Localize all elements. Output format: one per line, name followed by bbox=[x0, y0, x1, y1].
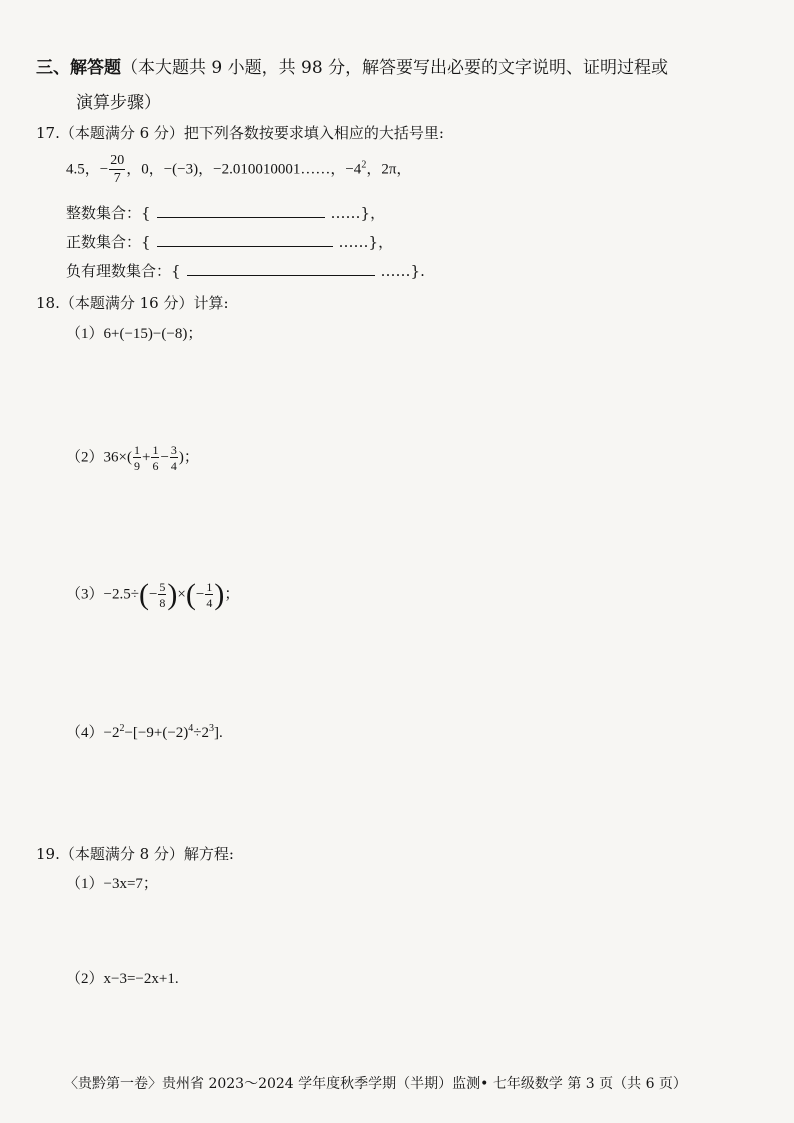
fraction-denominator: 4 bbox=[170, 459, 177, 473]
section-note: （本大题共 9 小题，共 98 分，解答要写出必要的文字说明、证明过程或 bbox=[121, 58, 669, 78]
expr-b: −[−9+(−2) bbox=[124, 725, 189, 741]
left-paren: ( bbox=[185, 578, 196, 611]
q19-part2: （2）x−3=−2x+1. bbox=[66, 971, 179, 987]
set-label: 负有理数集合：{ bbox=[66, 262, 181, 280]
q19-part1: （1）−3x=7； bbox=[66, 876, 158, 892]
fraction bbox=[205, 581, 213, 609]
expr-prefix: （3）−2.5÷ bbox=[66, 586, 139, 603]
set-label: 正数集合：{ bbox=[66, 233, 151, 251]
fraction-denominator: 9 bbox=[133, 459, 140, 473]
answer-blank[interactable] bbox=[157, 205, 325, 218]
exponent: 2 bbox=[119, 723, 125, 734]
fraction-numerator: 3 bbox=[170, 443, 177, 457]
q19-header: 19.（本题满分 8 分）解方程: bbox=[36, 845, 234, 863]
answer-blank[interactable] bbox=[157, 234, 333, 247]
left-paren: ( bbox=[138, 578, 149, 611]
q17-numbers-c: ，2π， bbox=[366, 161, 412, 178]
q17-set-negative-rationals bbox=[66, 260, 425, 281]
q18-part4 bbox=[66, 721, 223, 742]
fraction-numerator: 1 bbox=[152, 443, 159, 457]
q17-set-positives bbox=[66, 231, 393, 252]
q17-header: 17.（本题满分 6 分）把下列各数按要求填入相应的大括号里: bbox=[36, 124, 444, 142]
set-end: ……}. bbox=[380, 262, 425, 280]
q17-fraction bbox=[109, 154, 125, 186]
right-paren: ) bbox=[167, 578, 178, 611]
fraction-numerator: 5 bbox=[159, 580, 166, 594]
fraction-denominator: 7 bbox=[113, 171, 121, 186]
fraction-denominator: 8 bbox=[159, 596, 166, 610]
operator: × bbox=[177, 586, 186, 603]
q17-numbers-b: ，0，−(−3)，−2.010010001……，−4 bbox=[126, 161, 362, 178]
q17-exponent: 2 bbox=[361, 159, 367, 171]
set-label: 整数集合：{ bbox=[66, 204, 151, 222]
fraction-numerator: 1 bbox=[206, 580, 213, 594]
q18-part1: （1）6+(−15)−(−8)； bbox=[66, 326, 203, 342]
fraction-denominator: 6 bbox=[152, 459, 159, 473]
expr-c: ÷2 bbox=[193, 725, 210, 741]
right-paren: ) bbox=[214, 578, 225, 611]
section-heading bbox=[36, 53, 668, 78]
q17-set-integers bbox=[66, 202, 385, 223]
expr-suffix: ； bbox=[224, 586, 240, 603]
exponent: 3 bbox=[209, 723, 215, 734]
set-end: ……}， bbox=[330, 204, 386, 222]
expr-d: ]. bbox=[214, 725, 223, 741]
exponent: 4 bbox=[188, 723, 194, 734]
expr-suffix: )； bbox=[178, 449, 199, 466]
fraction-denominator: 4 bbox=[206, 596, 213, 610]
fraction-numerator: 20 bbox=[110, 153, 125, 168]
fraction bbox=[133, 444, 141, 472]
expr-a: （4）−2 bbox=[66, 725, 120, 741]
fraction bbox=[158, 581, 166, 609]
section-title: 三、解答题 bbox=[36, 58, 121, 78]
q17-numbers-a: 4.5，− bbox=[66, 161, 109, 178]
page-footer: 〈贵黔第一卷〉贵州省 2023～2024 学年度秋季学期（半期）监测• 七年级数学 第 3 页（共 6 页） bbox=[64, 1076, 687, 1092]
fraction bbox=[151, 444, 159, 472]
set-end: ……}， bbox=[338, 233, 394, 251]
operator: + bbox=[141, 449, 151, 466]
q18-part2 bbox=[66, 444, 199, 472]
answer-blank[interactable] bbox=[187, 263, 375, 276]
fraction bbox=[170, 444, 178, 472]
q18-header: 18.（本题满分 16 分）计算: bbox=[36, 294, 229, 312]
q17-number-list bbox=[66, 154, 411, 186]
q18-part3: （3）−2.5÷(− $\frac{5}{8}$ )×(− $\frac{1}{4}$ )； bbox=[66, 578, 240, 611]
expr-prefix: （2）36×( bbox=[66, 449, 132, 466]
section-note-line2: 演算步骤） bbox=[76, 93, 161, 113]
operator: − bbox=[160, 449, 169, 466]
fraction-numerator: 1 bbox=[133, 443, 140, 457]
